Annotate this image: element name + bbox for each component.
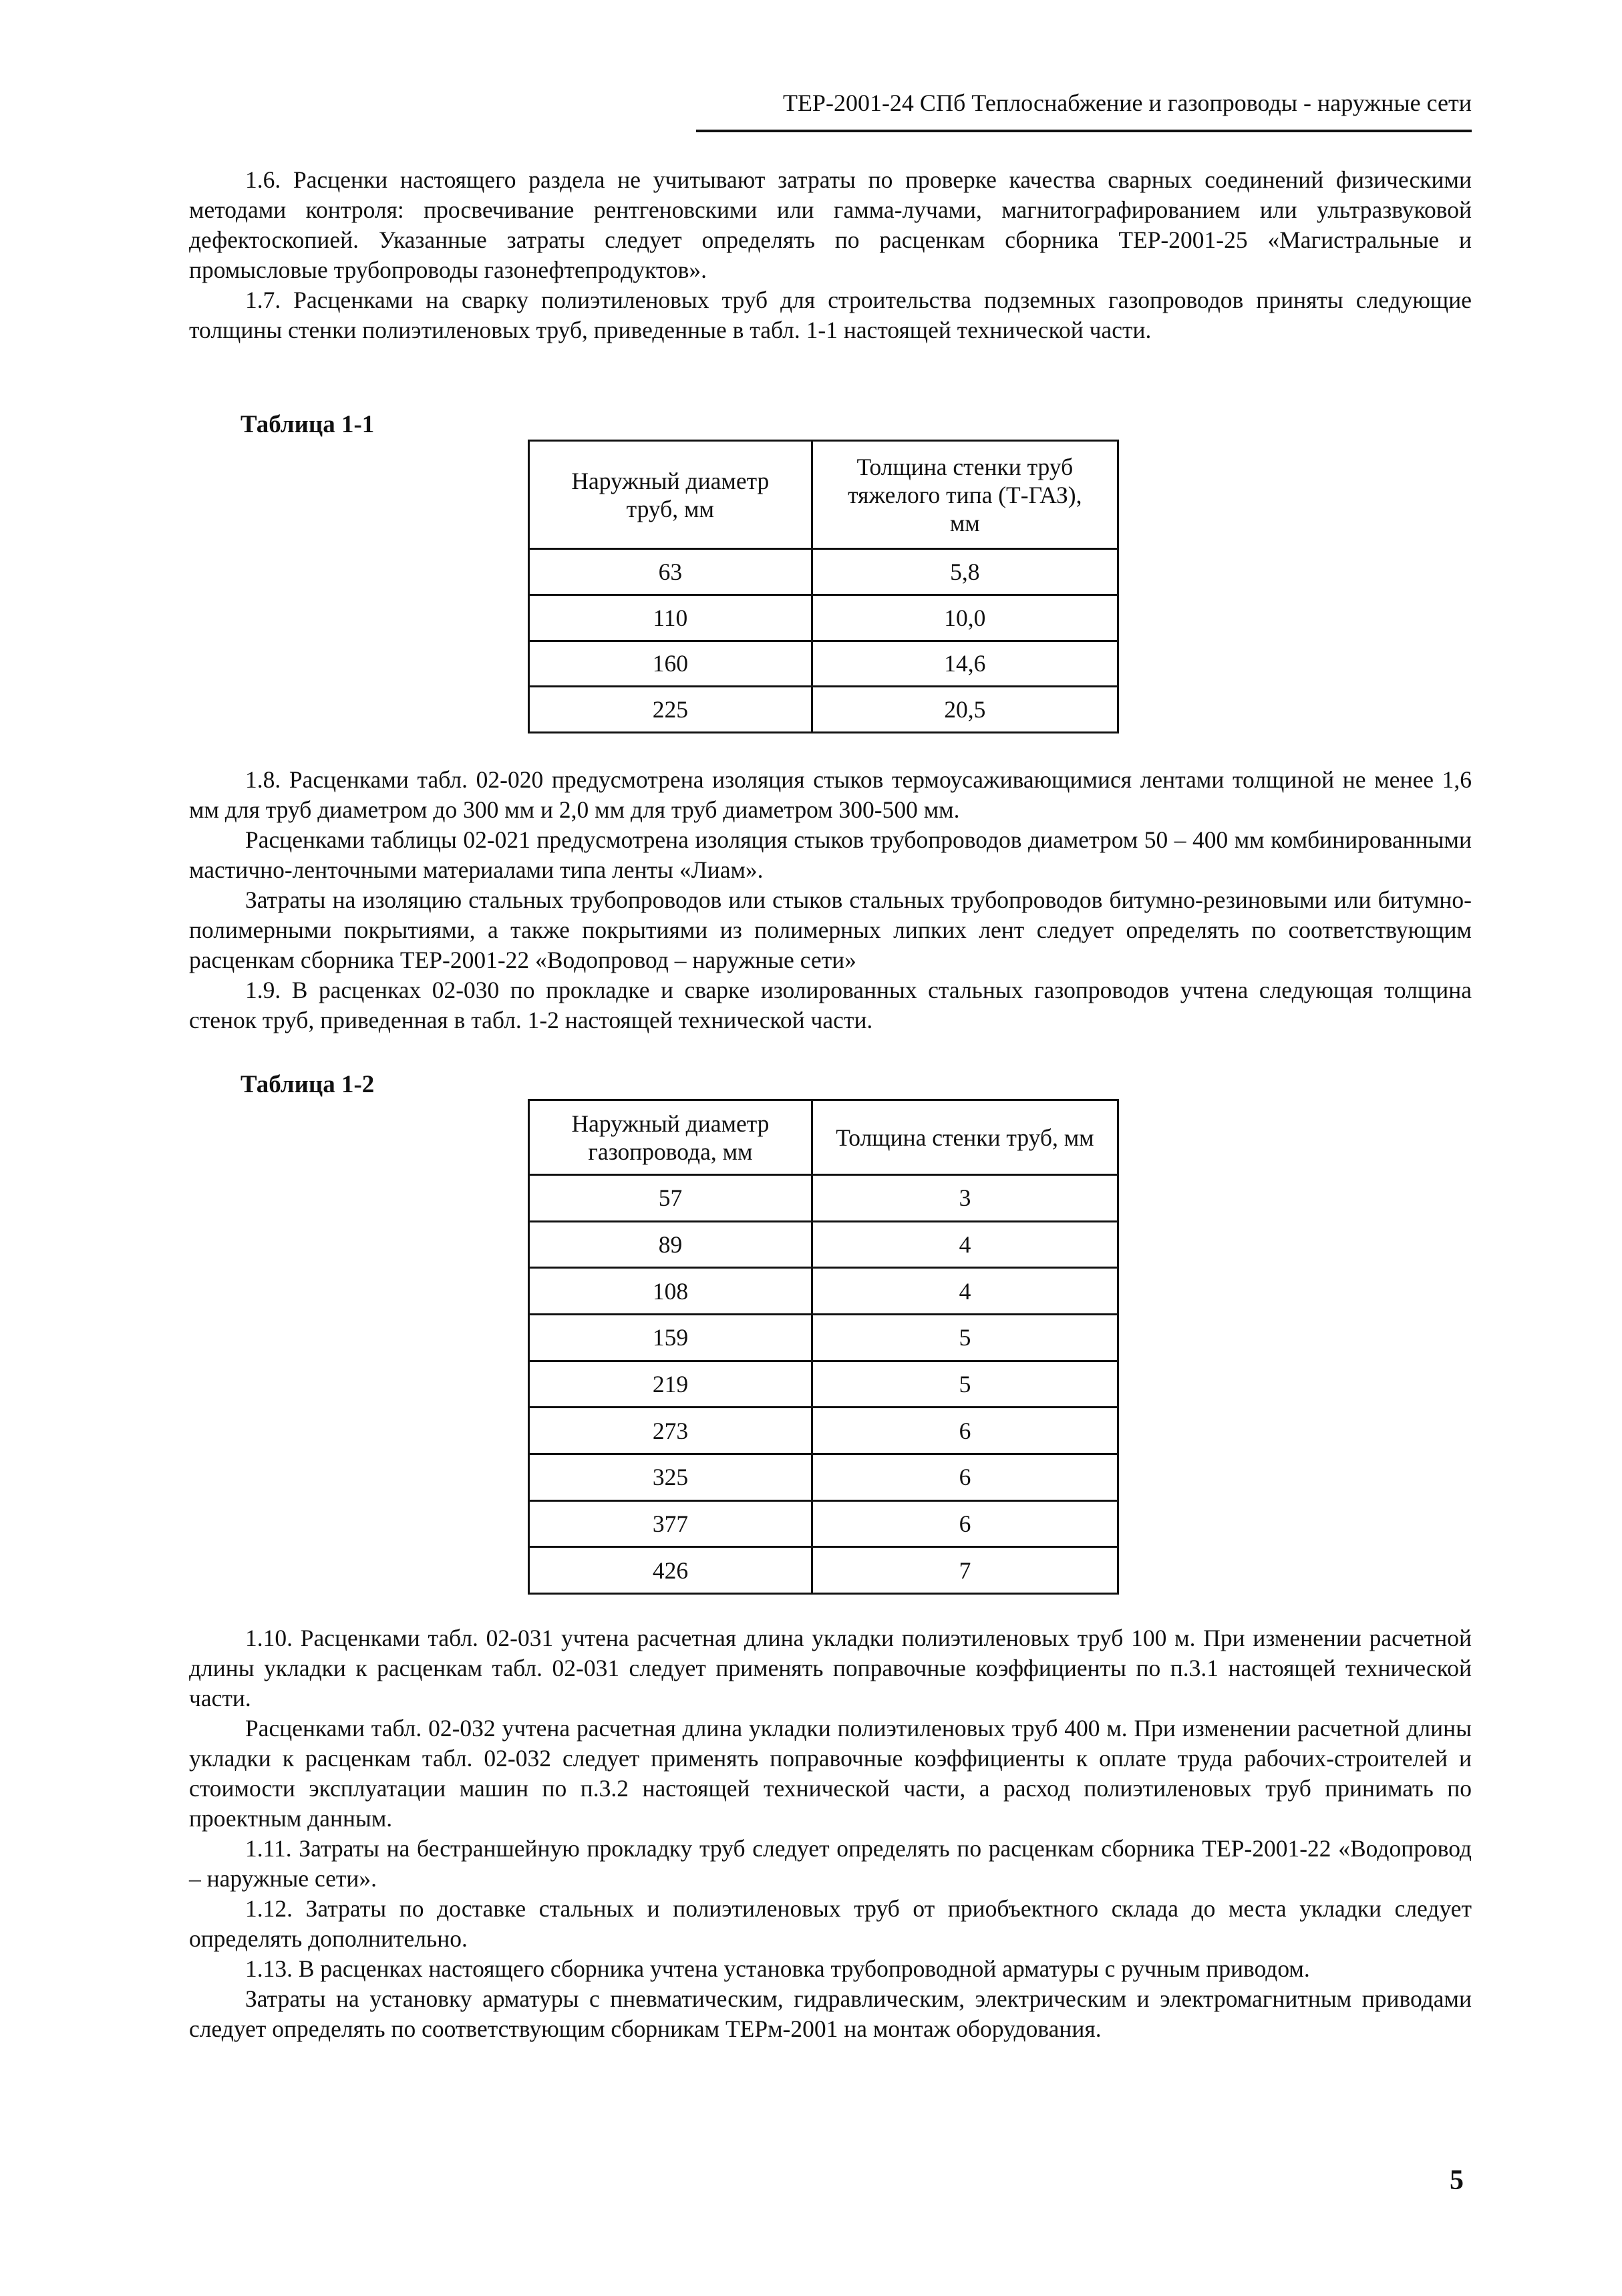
paragraph-1-12: 1.12. Затраты по доставке стальных и полиэтиленовых труб от приобъектного склада до места укладки следует определять дополнительно.	[189, 1895, 1472, 1952]
table-cell: 160	[529, 641, 812, 687]
table-1-1-caption: Таблица 1-1	[240, 411, 375, 438]
table-cell: 6	[812, 1500, 1118, 1547]
table-cell: 63	[529, 549, 812, 595]
table-cell: 219	[529, 1361, 812, 1408]
table-cell: 273	[529, 1408, 812, 1454]
table-cell: 4	[812, 1268, 1118, 1315]
header-rule	[696, 130, 1472, 132]
paragraph-1-8-tables: Расценками таблицы 02-021 предусмотрена изоляция стыков трубопроводов диаметром 50 – 400 мм комбинированными мастично-ленточными материалами типа ленты «Лиам».	[189, 826, 1472, 883]
running-header: ТЕР-2001-24 СПб Теплоснабжение и газопроводы - наружные сети	[782, 90, 1472, 116]
table-row	[529, 1500, 1118, 1547]
paragraph-1-8: 1.8. Расценками табл. 02-020 предусмотрена изоляция стыков термоусаживающимися лентами толщиной не менее 1,6 мм для труб диаметром до 300 мм и 2,0 мм для труб диаметром 300-500 мм.	[189, 766, 1472, 823]
table-cell: 4	[812, 1221, 1118, 1268]
table-cell: 57	[529, 1175, 812, 1222]
table-row	[529, 641, 1118, 687]
table-cell: 6	[812, 1454, 1118, 1500]
table-header-row	[529, 1100, 1118, 1175]
table-cell: 20,5	[812, 687, 1118, 733]
table-cell: 14,6	[812, 641, 1118, 687]
table-cell: 225	[529, 687, 812, 733]
column-header: Наружный диаметр газопровода, мм	[529, 1100, 812, 1175]
page-number: 5	[1450, 2165, 1464, 2196]
table-row	[529, 1268, 1118, 1315]
paragraph-1-11: 1.11. Затраты на бестраншейную прокладку труб следует определять по расценкам сборника ТЕР-2001-22 «Водопровод – наружные сети».	[189, 1835, 1472, 1892]
paragraph-1-9: 1.9. В расценках 02-030 по прокладке и сварке изолированных стальных газопроводов учтена следующая толщина стенок труб, приведенная в табл. 1-2 настоящей технической части.	[189, 977, 1472, 1033]
table-cell: 426	[529, 1547, 812, 1594]
column-header: Толщина стенки труб тяжелого типа (Т-ГАЗ), мм	[812, 441, 1118, 549]
paragraph-1-7: 1.7. Расценками на сварку полиэтиленовых труб для строительства подземных газопроводов приняты следующие толщины стенки полиэтиленовых труб, приведенные в табл. 1-1 настоящей технической части.	[189, 287, 1472, 343]
table-row	[529, 1454, 1118, 1500]
table-1-2-caption: Таблица 1-2	[240, 1071, 375, 1098]
paragraph-1-10-table-032: Расценками табл. 02-032 учтена расчетная длина укладки полиэтиленовых труб 400 м. При изменении расчетной длины укладки к расценкам табл. 02-032 следует применять поправочные коэффициенты к оплате труда рабочих-строителей и стоимости эксплуатации машин по п.3.2 настоящей технической части, а расход полиэтиленовых труб принимать по проектным данным.	[189, 1715, 1472, 1832]
table-header-row	[529, 441, 1118, 549]
table-1-1	[528, 440, 1119, 733]
table-row	[529, 1408, 1118, 1454]
table-cell: 5	[812, 1361, 1118, 1408]
table-row	[529, 549, 1118, 595]
table-cell: 10,0	[812, 595, 1118, 641]
paragraph-1-13: 1.13. В расценках настоящего сборника учтена установка трубопроводной арматуры с ручным приводом.	[245, 1955, 1310, 1982]
paragraph-1-8-costs: Затраты на изоляцию стальных трубопроводов или стыков стальных трубопроводов битумно-резиновыми или битумно-полимерными покрытиями, а также покрытиями из полимерных липких лент следует определять по соответствующим расценкам сборника ТЕР-2001-22 «Водопровод – наружные сети»	[189, 886, 1472, 973]
paragraph-1-10: 1.10. Расценками табл. 02-031 учтена расчетная длина укладки полиэтиленовых труб 100 м. При изменении расчетной длины укладки к расценкам табл. 02-031 следует применять поправочные коэффициенты по п.3.1 настоящей технической части.	[189, 1625, 1472, 1711]
table-cell: 7	[812, 1547, 1118, 1594]
table-cell: 110	[529, 595, 812, 641]
table-row	[529, 687, 1118, 733]
table-cell: 159	[529, 1314, 812, 1361]
table-row	[529, 1175, 1118, 1222]
table-cell: 377	[529, 1500, 812, 1547]
paragraph-1-6: 1.6. Расценки настоящего раздела не учитывают затраты по проверке качества сварных соединений физическими методами контроля: просвечивание рентгеновскими или гамма-лучами, магнитографированием или ультразвуковой дефектоскопией. Указанные затраты следует определять по расценкам сборника ТЕР-2001-25 «Магистральные и промысловые трубопроводы газонефтепродуктов».	[189, 166, 1472, 283]
table-row	[529, 1361, 1118, 1408]
column-header: Толщина стенки труб, мм	[812, 1100, 1118, 1175]
column-header: Наружный диаметр труб, мм	[529, 441, 812, 549]
paragraph-1-13-drives: Затраты на установку арматуры с пневматическим, гидравлическим, электрическим и электромагнитным приводами следует определять по соответствующим сборникам ТЕРм-2001 на монтаж оборудования.	[189, 1985, 1472, 2042]
table-row	[529, 1547, 1118, 1594]
table-row	[529, 595, 1118, 641]
table-1-2	[528, 1099, 1119, 1595]
table-cell: 3	[812, 1175, 1118, 1222]
table-cell: 6	[812, 1408, 1118, 1454]
table-cell: 108	[529, 1268, 812, 1315]
table-cell: 325	[529, 1454, 812, 1500]
table-cell: 5,8	[812, 549, 1118, 595]
table-cell: 89	[529, 1221, 812, 1268]
table-cell: 5	[812, 1314, 1118, 1361]
table-row	[529, 1314, 1118, 1361]
table-row	[529, 1221, 1118, 1268]
